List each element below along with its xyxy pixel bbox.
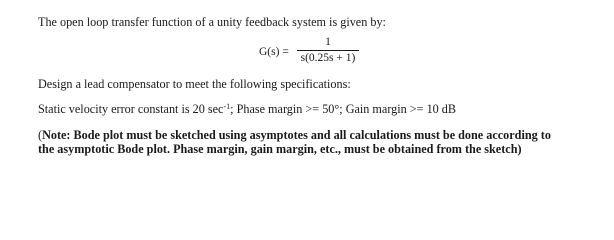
note-text-1: Note: Bode plot must be sketched using asymptotes and all calculations must be done according to	[42, 128, 551, 142]
specifications-text	[38, 102, 456, 117]
fraction-bar	[297, 50, 359, 51]
equation-denominator: s(0.25s + 1)	[300, 52, 356, 64]
spec-part2: ; Phase margin >= 50°; Gain margin >= 10 dB	[230, 102, 457, 116]
spec-exponent: -1	[223, 102, 231, 111]
spec-part1: Static velocity error constant is 20 sec	[38, 102, 224, 116]
equation-fraction	[297, 36, 359, 65]
task-text: Design a lead compensator to meet the following specifications:	[38, 77, 351, 91]
intro-text: The open loop transfer function of a unity feedback system is given by:	[38, 15, 386, 29]
equation-lhs: G(s) =	[259, 46, 289, 58]
note-line-1	[38, 128, 551, 143]
note-line-2: the asymptotic Bode plot. Phase margin, gain margin, etc., must be obtained from the sketch)	[38, 142, 522, 156]
equation-numerator: 1	[325, 36, 331, 48]
note-open-paren: (	[38, 128, 43, 142]
